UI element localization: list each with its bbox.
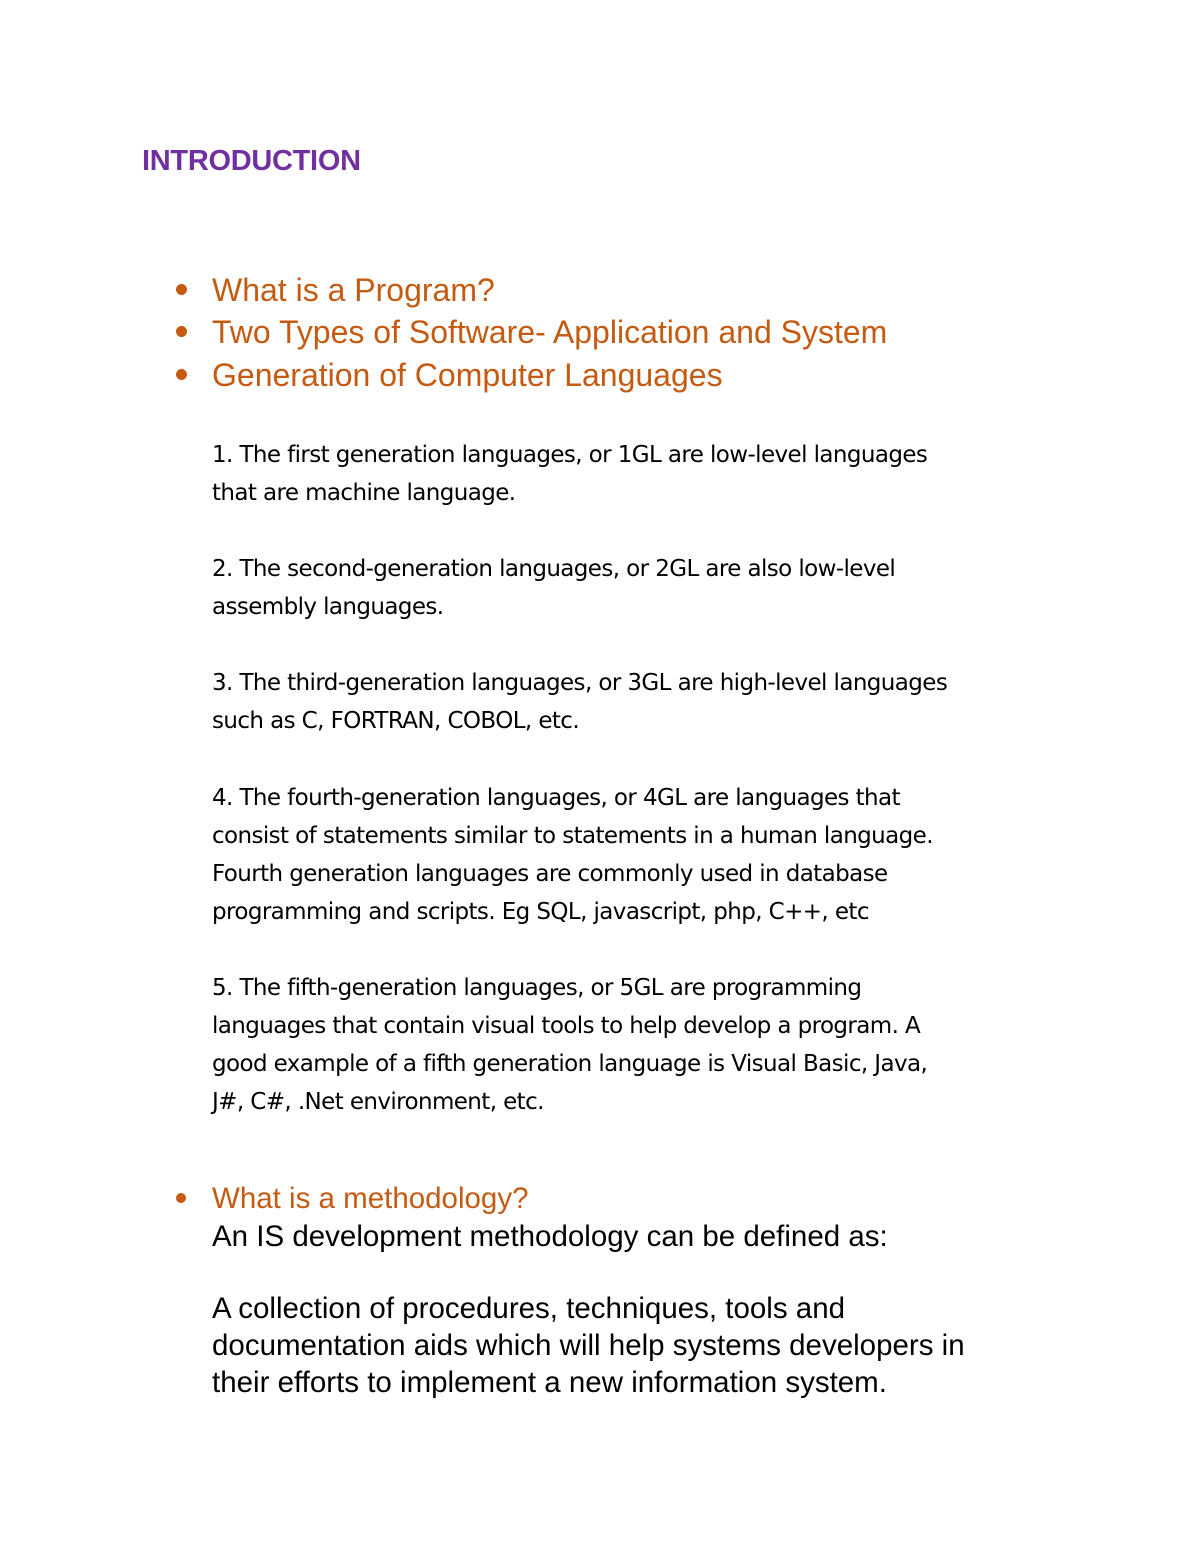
paragraph-line: 5. The fifth-generation languages, or 5GL are programming — [212, 975, 862, 1001]
bullet-dot-icon — [176, 1193, 186, 1203]
methodology-definition — [212, 1290, 1112, 1401]
paragraph-line: 4. The fourth-generation languages, or 4GL are languages that — [212, 785, 900, 811]
bullet-text: What is a Program? — [212, 272, 495, 308]
paragraph-line: 1. The first generation languages, or 1GL are low-level languages — [212, 442, 928, 468]
page-heading: INTRODUCTION — [142, 145, 361, 177]
paragraph-line: programming and scripts. Eg SQL, javascript, php, C++, etc — [212, 899, 869, 925]
bullet-text: What is a methodology? — [212, 1182, 529, 1215]
paragraph-line: A collection of procedures, techniques, tools and — [212, 1292, 846, 1325]
generation-1-paragraph — [212, 436, 1092, 512]
paragraph-line: that are machine language. — [212, 480, 516, 506]
paragraph-line: documentation aids which will help systems developers in — [212, 1329, 965, 1362]
paragraph-line: 3. The third-generation languages, or 3GL are high-level languages — [212, 670, 948, 696]
paragraph-line: such as C, FORTRAN, COBOL, etc. — [212, 708, 580, 734]
bullet-dot-icon — [176, 284, 187, 295]
generation-5-paragraph — [212, 969, 1092, 1121]
paragraph-line: J#, C#, .Net environment, etc. — [212, 1089, 544, 1115]
bullet-text: Two Types of Software- Application and System — [212, 314, 888, 350]
paragraph-line: 2. The second-generation languages, or 2GL are also low-level — [212, 556, 896, 582]
paragraph-line: assembly languages. — [212, 594, 444, 620]
methodology-intro — [212, 1218, 1112, 1255]
paragraph-line: good example of a fifth generation language is Visual Basic, Java, — [212, 1051, 928, 1077]
paragraph-line: languages that contain visual tools to help develop a program. A — [212, 1013, 921, 1039]
paragraph-line: consist of statements similar to statements in a human language. — [212, 823, 933, 849]
paragraph-line: their efforts to implement a new information system. — [212, 1366, 887, 1399]
generation-4-paragraph — [212, 779, 1092, 931]
paragraph-line: An IS development methodology can be defined as: — [212, 1220, 888, 1253]
generation-3-paragraph — [212, 664, 1092, 740]
bullet-dot-icon — [176, 369, 187, 380]
bullet-dot-icon — [176, 326, 187, 337]
generation-2-paragraph — [212, 550, 1092, 626]
paragraph-line: Fourth generation languages are commonly used in database — [212, 861, 888, 887]
bullet-text: Generation of Computer Languages — [212, 357, 723, 393]
